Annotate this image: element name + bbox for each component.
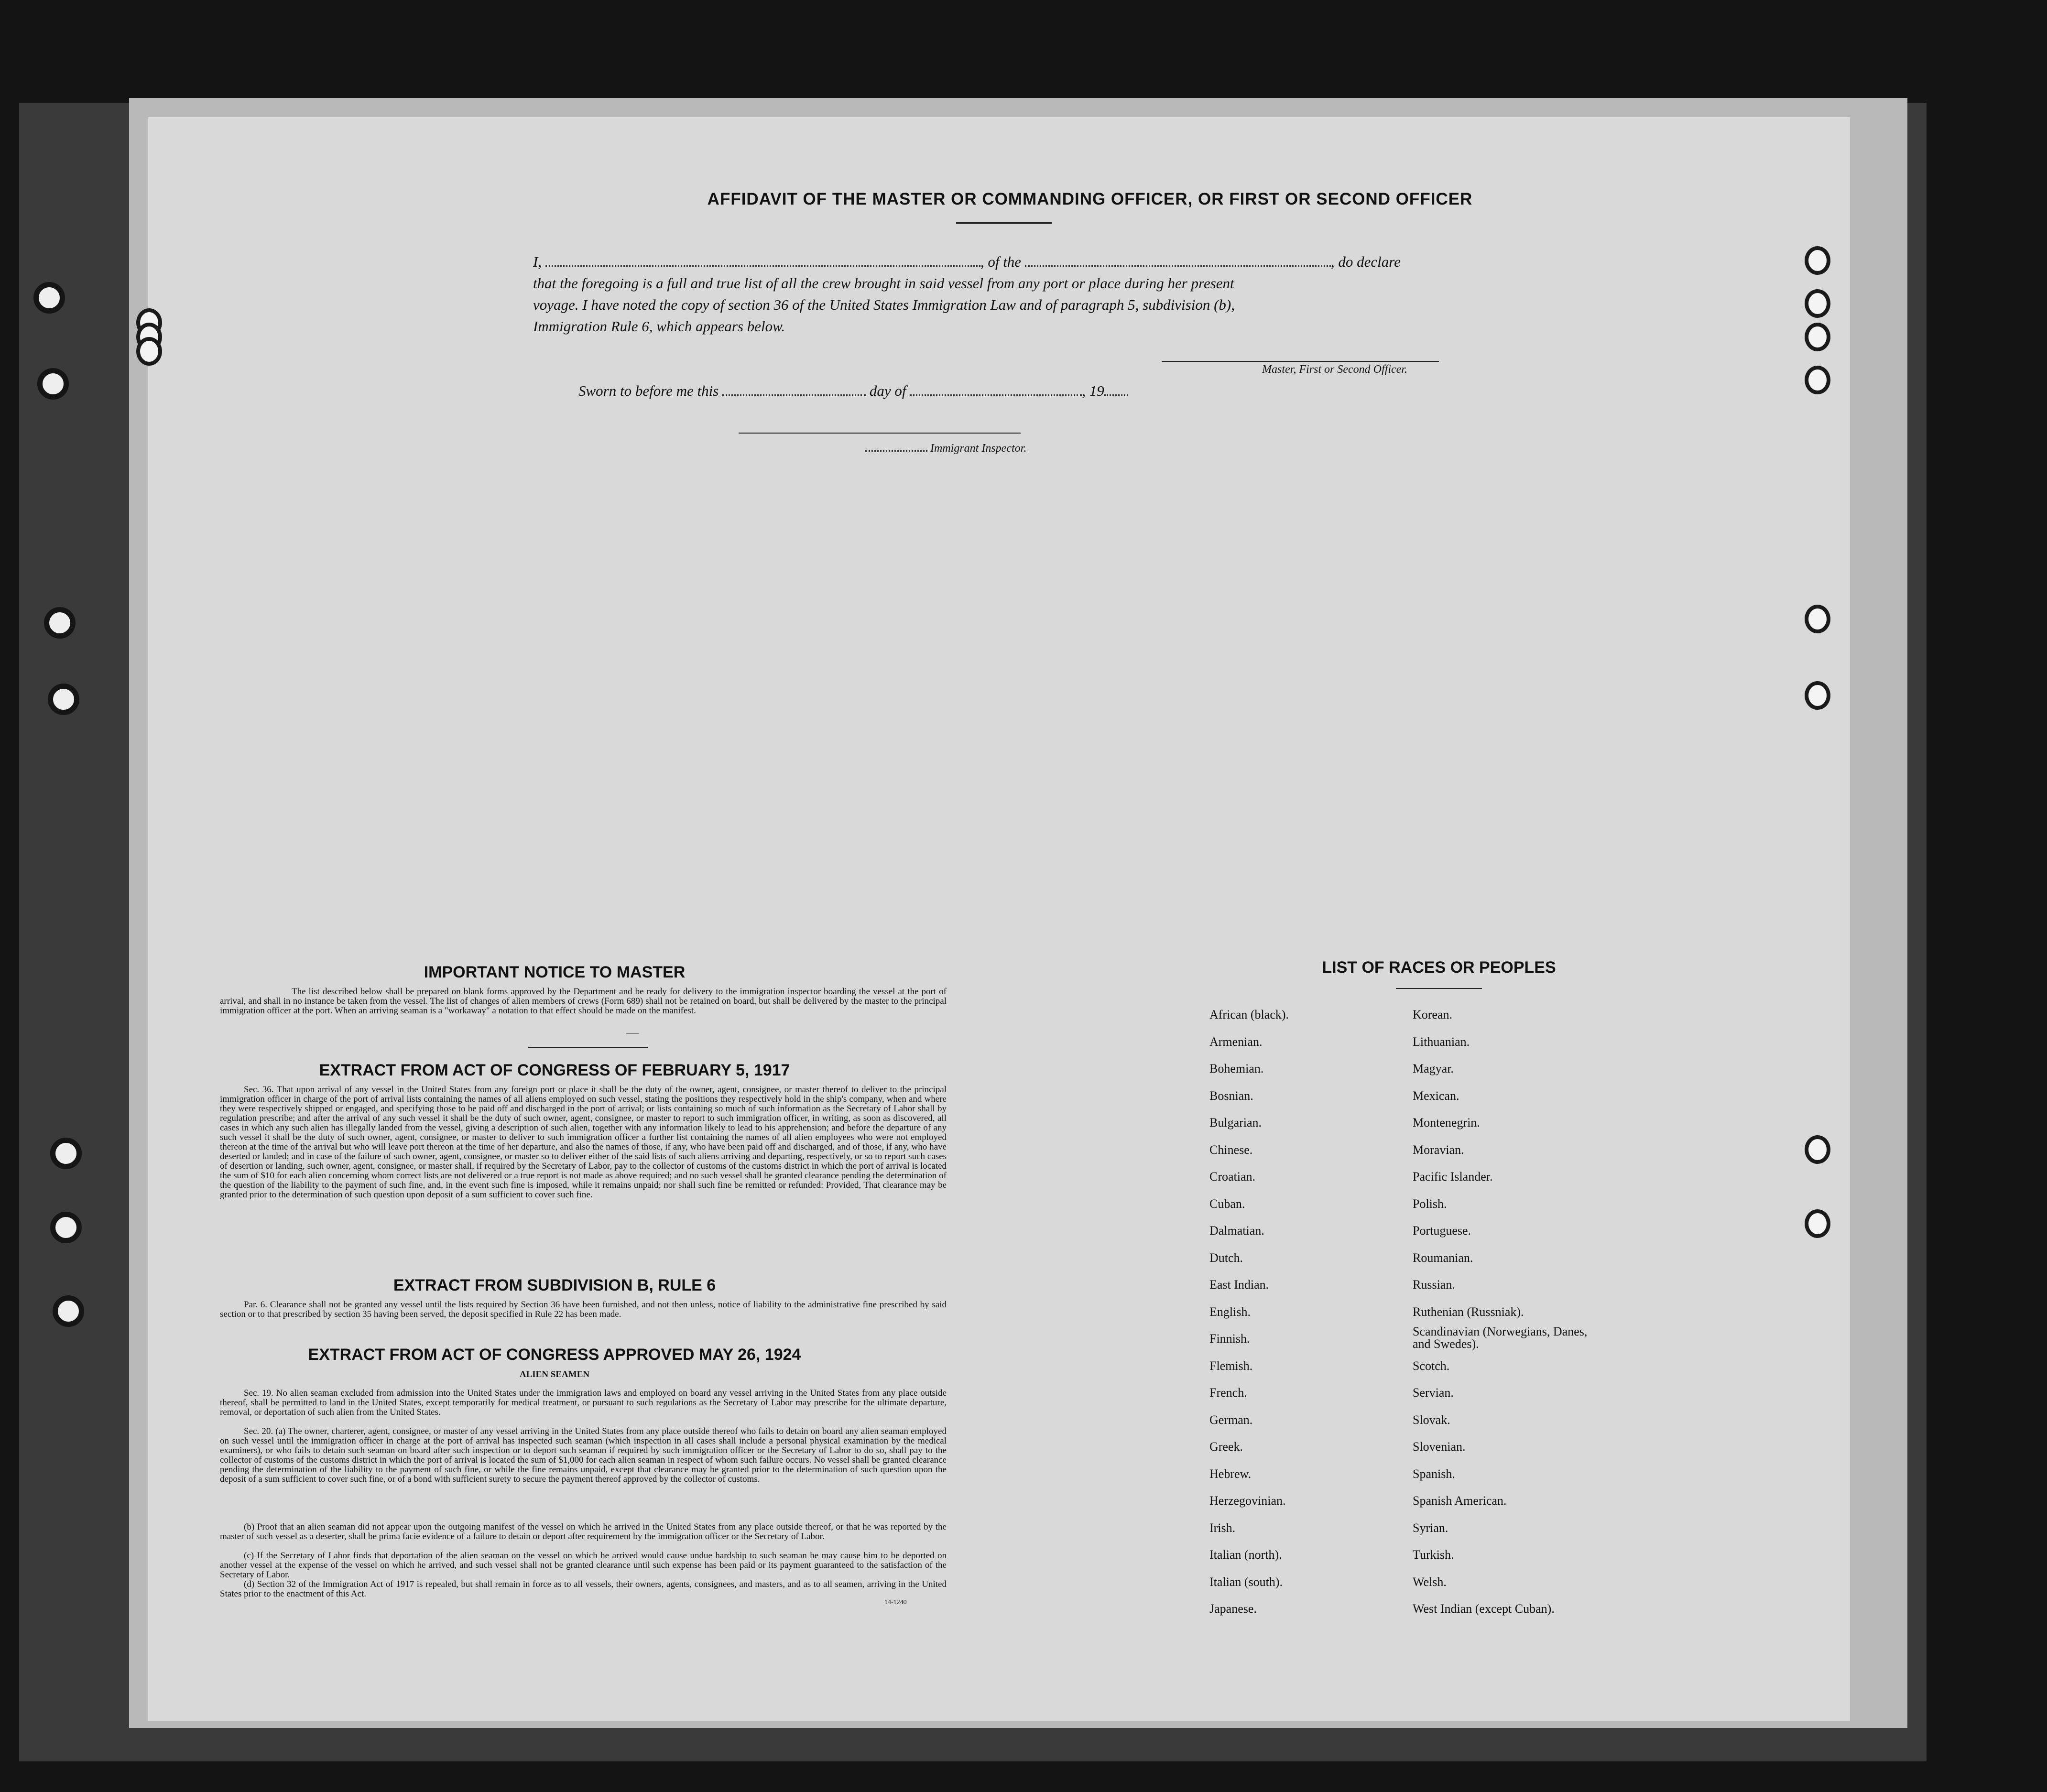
race-item: Hebrew. <box>1209 1466 1252 1481</box>
races-right-column <box>1413 1001 1594 1623</box>
race-item: Scandinavian (Norwegians, Danes, and Swedes). <box>1413 1325 1588 1351</box>
race-item: Korean. <box>1413 1008 1453 1021</box>
extract-1924-sec20b: (b) Proof that an alien seaman did not appear upon the outgoing manifest of the vessel on which he arrived in the United States from any place outside thereof, or that he was reported by the master of such vessel as a deserter, shall be prima facie evidence of a failure to detain or deport after requirement by the immigration officer or the Secretary of Labor. <box>220 1522 947 1542</box>
race-item: Ruthenian (Russniak). <box>1413 1304 1524 1319</box>
race-item: East Indian. <box>1209 1278 1269 1292</box>
notice-body: The list described below shall be prepared on blank forms approved by the Department and be ready for delivery to the immigration inspector boarding the vessel at the port of arrival, and shall in no instance be taken from the vessel. The list of changes of alien members of crews (Form 689) shall not be retained on board, but shall be delivered by the master to the principal immigration officer at the port. When an arriving seaman is a "workaway" a notation to that effect should be made on the manifest. <box>220 987 947 1016</box>
affidavit-line-3: voyage. I have noted the copy of section 36 of the United States Immigration Law and of paragraph 5, subdivision (b), <box>533 296 1235 313</box>
race-item: Bulgarian. <box>1209 1116 1262 1130</box>
extract-1917-body: Sec. 36. That upon arrival of any vessel in the United States from any foreign port or place it shall be the duty of the owner, agent, consignee, or master thereof to deliver to the principal immigration officer in charge of the port of arrival lists containing the names of all aliens employed on such vessel, stating the positions they respectively hold in the ship's company, when and where they were respectively shipped or engaged, and specifying those to be paid off and discharged in the port of arrival; or lists containing so much of such information as the Secretary of Labor shall by regulation prescribe; and after the arrival of any such vessel it shall be the duty of such owner, agent, consignee, or master to report to such immigration officer, in writing, as soon as discovered, all cases in which any such alien has illegally landed from the vessel, giving a description of such alien, together with any information likely to lead to his apprehension; and before the departure of any such vessel it shall be the duty of such owner, agent, consignee, or master to deliver to such immigration officer a further list containing the names of all alien employees who were not employed thereon at the time of the arrival but who will leave port thereon at the time of her departure, and also the names of those, if any, who have been paid off and discharged, and of those, if any, who have deserted or landed; and in case of the failure of such owner, agent, consignee, or master so to deliver either of the said lists of such aliens arriving and departing, respectively, or so to report such cases of desertion or landing, such owner, agent, consignee, or master shall, if required by the Secretary of Labor, pay to the collector of customs of the customs district in which the port of arrival is located the sum of $10 for each alien concerning whom correct lists are not delivered or a true report is not made as above required; and no such vessel shall be granted clearance pending the determination of the question of the liability to the payment of such fine, and, in the event such fine is imposed, while it remains unpaid; nor shall such fine be remitted or refunded: Provided, That clearance may be granted prior to the determination of such question upon deposit of a sum sufficient to cover such fine. <box>220 1085 947 1200</box>
affidavit-title-rule <box>956 222 1052 224</box>
sworn-day-blank[interactable] <box>722 391 866 396</box>
declare-i: I, <box>533 253 542 270</box>
handwritten-mark: — <box>626 1025 639 1039</box>
day-of-label: day of <box>869 382 906 399</box>
inspector-caption: Immigrant Inspector. <box>930 442 1027 455</box>
page-hole-right-5 <box>1805 605 1830 633</box>
year-label: , 19 <box>1082 382 1104 399</box>
page-hole-right-3 <box>1805 323 1830 351</box>
race-item: Russian. <box>1413 1278 1455 1292</box>
race-item: Irish. <box>1209 1520 1236 1535</box>
extract-1924-sec20d: (d) Section 32 of the Immigration Act of 1917 is repealed, but shall remain in force as to all vessels, their owners, agents, consignees, and masters, and as to all seamen, arriving in the United States prior to the enactment of this Act. <box>220 1579 947 1599</box>
alien-seamen-subtitle: ALIEN SEAMEN <box>519 1369 590 1379</box>
race-item: Dalmatian. <box>1209 1224 1264 1238</box>
page-hole-right-1 <box>1805 246 1830 275</box>
binder-hole-left-1 <box>33 282 65 314</box>
affidavit-line-4: Immigration Rule 6, which appears below. <box>533 318 785 335</box>
race-item: Moravian. <box>1413 1142 1464 1157</box>
race-item: Herzegovinian. <box>1209 1494 1286 1508</box>
race-item: Spanish. <box>1413 1466 1455 1481</box>
races-rule <box>1396 988 1482 989</box>
page-hole-right-8 <box>1805 1209 1830 1238</box>
declare-do: , do declare <box>1330 253 1401 270</box>
race-item: Croatian. <box>1209 1170 1256 1184</box>
inspector-line <box>865 442 1026 455</box>
race-item: Syrian. <box>1413 1520 1448 1535</box>
race-item: Polish. <box>1413 1196 1447 1211</box>
vessel-blank[interactable] <box>1025 261 1331 267</box>
race-item: Armenian. <box>1209 1034 1263 1049</box>
race-item: West Indian (except Cuban). <box>1413 1602 1555 1616</box>
extract-1917-title: EXTRACT FROM ACT OF CONGRESS OF FEBRUARY 5, 1917 <box>319 1061 790 1079</box>
extract-1924-sec20c: (c) If the Secretary of Labor finds that deportation of the alien seaman on the vessel on which he arrived would cause undue hardship to such seaman he may cause him to be deported on another vessel at the expense of the vessel on which he arrived, and such vessel shall not be granted clearance until such expense has been paid or its payment guaranteed to the satisfaction of the Secretary of Labor. <box>220 1551 947 1580</box>
race-item: Lithuanian. <box>1413 1034 1470 1049</box>
race-item: Finnish. <box>1209 1332 1250 1346</box>
race-item: German. <box>1209 1412 1253 1427</box>
extract-rule6-body: Par. 6. Clearance shall not be granted any vessel until the lists required by Section 36 have been furnished, and not then unless, notice of liability to the administrative fine prescribed by said section or to that prescribed by section 35 having been served, the deposit specified in Rule 22 has been made. <box>220 1300 947 1319</box>
binder-hole-left-7 <box>53 1295 84 1327</box>
master-signature-line[interactable] <box>1162 361 1439 362</box>
notice-rule <box>528 1047 648 1048</box>
race-item: Montenegrin. <box>1413 1116 1480 1130</box>
binder-hole-left-6 <box>50 1212 82 1243</box>
sworn-year-blank[interactable] <box>1104 391 1128 396</box>
page-hole-right-6 <box>1805 681 1830 710</box>
page-hole-left-3 <box>136 337 162 366</box>
master-caption: Master, First or Second Officer. <box>1262 363 1407 376</box>
binder-hole-left-5 <box>50 1138 82 1169</box>
inspector-blank <box>865 448 927 452</box>
form-number: 14-1240 <box>884 1599 907 1606</box>
binder-hole-left-3 <box>44 607 76 639</box>
race-item: Slovak. <box>1413 1412 1450 1427</box>
races-left-column <box>1209 1001 1289 1623</box>
extract-1924-sec20a: Sec. 20. (a) The owner, charterer, agent, consignee, or master of any vessel arriving in the United States from any place outside thereof who fails to detain on board any alien seaman employed on such vessel until the immigration officer in charge at the port of arrival has inspected such seaman (which inspection in all cases shall include a personal physical examination by the medical examiners), or who fails to detain such seaman on board after such inspection or to deport such seaman if required by such immigration officer or the Secretary of Labor to do so, shall pay to the collector of customs of the customs district in which the port of arrival is located the sum of $1,000 for each alien seaman in respect of whom such failure occurs. No vessel shall be granted clearance pending the determination of the liability to the payment of such fine, or while the fine remains unpaid, except that clearance may be granted prior to the determination of such question upon the deposit of a sum sufficient to cover such fine, or of a bond with sufficient surety to secure the payment thereof approved by the collector of customs. <box>220 1426 947 1484</box>
race-item: Roumanian. <box>1413 1250 1473 1265</box>
race-item: Pacific Islander. <box>1413 1170 1493 1184</box>
race-item: Welsh. <box>1413 1575 1447 1589</box>
affidavit-title: AFFIDAVIT OF THE MASTER OR COMMANDING OFFICER, OR FIRST OR SECOND OFFICER <box>707 190 1473 208</box>
race-item: Chinese. <box>1209 1142 1253 1157</box>
page-hole-right-4 <box>1805 366 1830 394</box>
sworn-line <box>578 382 1128 400</box>
inspector-signature-line[interactable] <box>739 433 1021 434</box>
race-item: Dutch. <box>1209 1250 1243 1265</box>
extract-rule6-title: EXTRACT FROM SUBDIVISION B, RULE 6 <box>393 1276 716 1294</box>
races-title: LIST OF RACES OR PEOPLES <box>1322 958 1556 977</box>
page-hole-right-7 <box>1805 1135 1830 1164</box>
manifest-page <box>148 117 1850 1721</box>
affidavit-declaration <box>533 251 1513 337</box>
affidavit-line-1 <box>533 251 1513 272</box>
sworn-month-blank[interactable] <box>910 391 1082 396</box>
binder-hole-left-4 <box>48 684 79 715</box>
race-item: Greek. <box>1209 1440 1243 1454</box>
race-item: Bohemian. <box>1209 1062 1264 1075</box>
race-item: Japanese. <box>1209 1602 1257 1616</box>
sworn-label: Sworn to before me this <box>578 382 719 399</box>
race-item: Slovenian. <box>1413 1440 1466 1454</box>
name-blank[interactable] <box>545 261 980 267</box>
race-item: Turkish. <box>1413 1548 1454 1562</box>
race-item: Servian. <box>1413 1386 1454 1400</box>
affidavit-line-2: that the foregoing is a full and true list of all the crew brought in said vessel from any port or place during her present <box>533 275 1234 292</box>
race-item: Flemish. <box>1209 1358 1253 1373</box>
race-item: English. <box>1209 1304 1251 1319</box>
race-item: Italian (north). <box>1209 1548 1282 1562</box>
extract-1924-sec19: Sec. 19. No alien seaman excluded from admission into the United States under the immigration laws and employed on board any vessel arriving in the United States from any place outside thereof, shall be permitted to land in the United States, except temporarily for medical treatment, or pursuant to such regulations as the Secretary of Labor may prescribe for the ultimate departure, removal, or deportation of such alien from the United States. <box>220 1388 947 1417</box>
race-item: Scotch. <box>1413 1358 1450 1373</box>
binder-hole-left-2 <box>37 368 69 400</box>
declare-of: , of the <box>980 253 1022 270</box>
race-item: French. <box>1209 1386 1247 1400</box>
race-item: African (black). <box>1209 1008 1289 1021</box>
race-item: Bosnian. <box>1209 1088 1253 1103</box>
race-item: Mexican. <box>1413 1088 1459 1103</box>
page-hole-right-2 <box>1805 289 1830 318</box>
notice-title: IMPORTANT NOTICE TO MASTER <box>424 963 686 981</box>
race-item: Cuban. <box>1209 1196 1245 1211</box>
race-item: Magyar. <box>1413 1062 1454 1075</box>
race-item: Portuguese. <box>1413 1224 1471 1238</box>
race-item: Spanish American. <box>1413 1494 1507 1508</box>
extract-1924-title: EXTRACT FROM ACT OF CONGRESS APPROVED MAY 26, 1924 <box>308 1346 801 1364</box>
race-item: Italian (south). <box>1209 1575 1283 1589</box>
